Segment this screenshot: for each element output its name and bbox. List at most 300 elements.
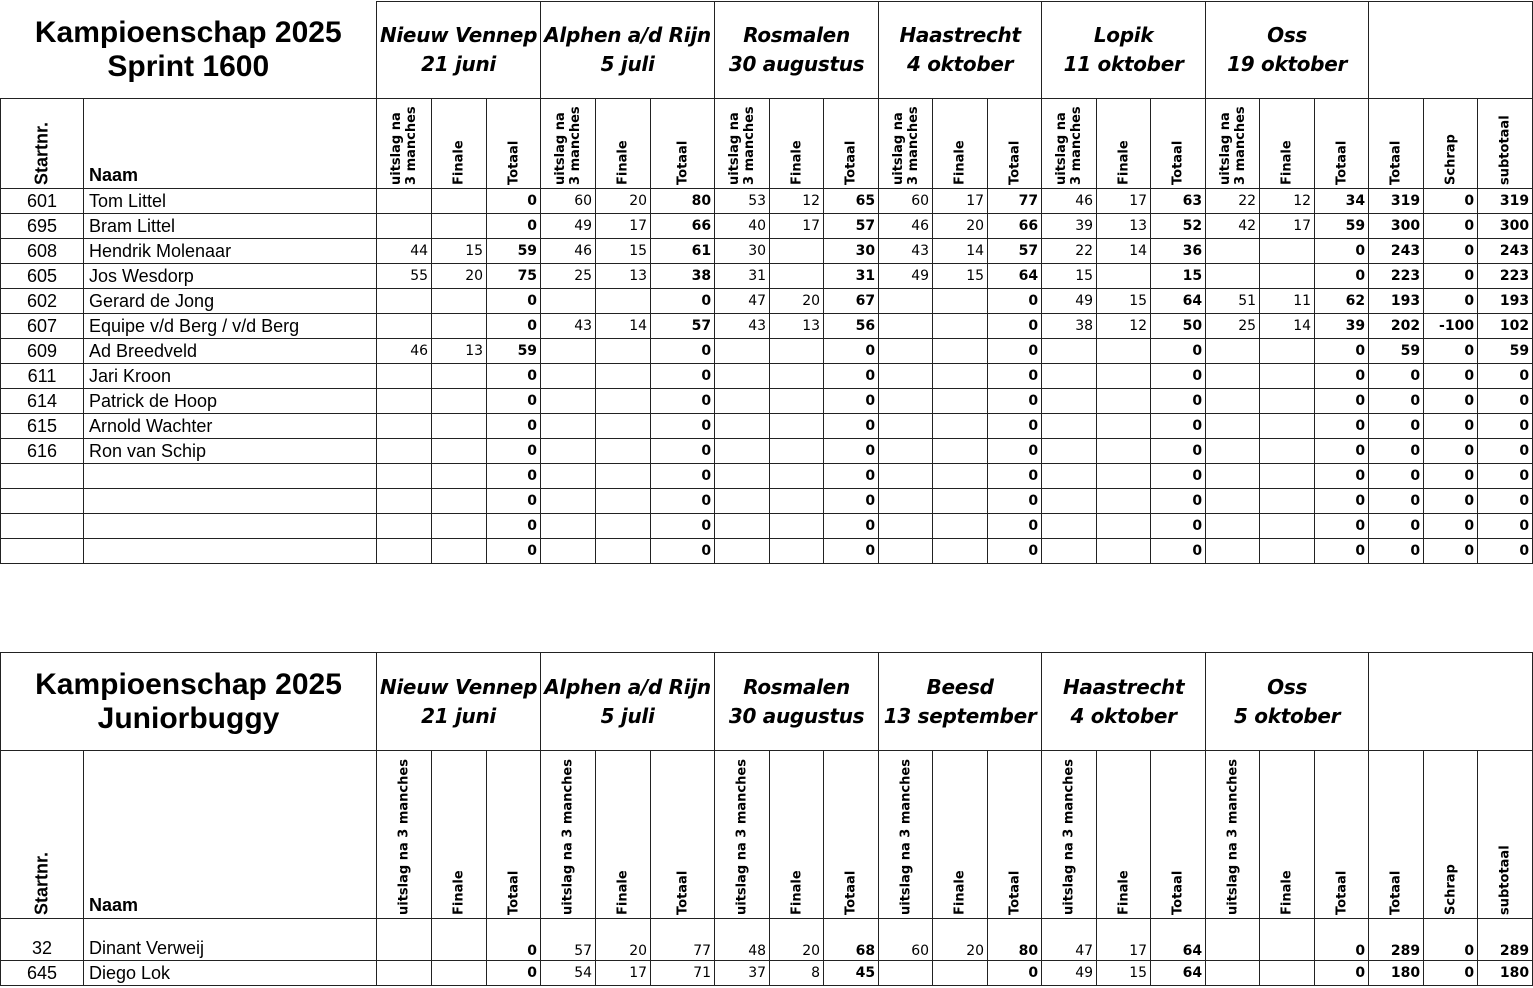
totaal-cell: 0 <box>487 414 541 439</box>
finale-cell: 11 <box>1260 289 1315 314</box>
finale-cell <box>933 539 988 564</box>
finale-cell: 20 <box>933 214 988 239</box>
totaal-cell: 0 <box>487 364 541 389</box>
table-row <box>1 414 1533 439</box>
venue-header-haastrecht: Haastrecht 4 oktober <box>1042 653 1206 751</box>
totaal-cell: 0 <box>651 339 715 364</box>
uitslag-header: uitslag na 3 manches <box>377 99 432 189</box>
uitslag-cell <box>879 439 933 464</box>
naam-cell: Dinant Verweij <box>84 919 377 961</box>
totaal-cell: 0 <box>988 364 1042 389</box>
subtotaal-cell: 300 <box>1478 214 1533 239</box>
uitslag-cell <box>715 414 770 439</box>
totaal-cell: 0 <box>1151 389 1206 414</box>
uitslag-cell: 57 <box>541 919 596 961</box>
table-row <box>1 264 1533 289</box>
schrap-cell: -100 <box>1424 314 1478 339</box>
subtotaal-cell: 0 <box>1478 389 1533 414</box>
startnr-cell <box>1 489 84 514</box>
finale-cell <box>933 414 988 439</box>
uitslag-cell <box>879 364 933 389</box>
uitslag-cell <box>1206 389 1260 414</box>
finale-cell <box>596 364 651 389</box>
totaal-cell: 0 <box>651 414 715 439</box>
uitslag-cell <box>377 289 432 314</box>
subtotaal-cell: 0 <box>1478 464 1533 489</box>
naam-header: Naam <box>84 751 377 919</box>
finale-cell <box>596 389 651 414</box>
totaal-cell: 0 <box>1315 239 1369 264</box>
subtotaal-cell: 223 <box>1478 264 1533 289</box>
totaal-cell: 0 <box>1315 489 1369 514</box>
finale-cell <box>596 439 651 464</box>
finale-cell <box>596 539 651 564</box>
naam-cell: Ron van Schip <box>84 439 377 464</box>
totaal-cell: 71 <box>651 961 715 986</box>
totaal-cell: 0 <box>487 439 541 464</box>
finale-cell <box>432 289 487 314</box>
finale-header: Finale <box>596 751 651 919</box>
finale-cell: 12 <box>1097 314 1151 339</box>
finale-cell: 17 <box>1097 919 1151 961</box>
uitslag-cell <box>377 314 432 339</box>
totaal-cell: 63 <box>1151 189 1206 214</box>
finale-cell <box>1260 389 1315 414</box>
uitslag-cell <box>541 539 596 564</box>
finale-cell <box>1260 364 1315 389</box>
totaal-cell: 0 <box>824 464 879 489</box>
totaal-cell: 0 <box>1315 464 1369 489</box>
uitslag-cell <box>1042 489 1097 514</box>
finale-cell <box>770 439 824 464</box>
schrap-cell: 0 <box>1424 264 1478 289</box>
uitslag-cell <box>541 339 596 364</box>
finale-cell: 20 <box>933 919 988 961</box>
table-row <box>1 339 1533 364</box>
startnr-cell: 607 <box>1 314 84 339</box>
finale-cell <box>933 489 988 514</box>
totaal-cell: 0 <box>651 489 715 514</box>
totaal-header: Totaal <box>1315 99 1369 189</box>
uitslag-cell <box>879 339 933 364</box>
finale-cell: 14 <box>596 314 651 339</box>
grand-totaal-cell: 180 <box>1369 961 1424 986</box>
grand-totaal-header: Totaal <box>1369 99 1424 189</box>
startnr-cell: 616 <box>1 439 84 464</box>
totaal-cell: 77 <box>651 919 715 961</box>
uitslag-cell <box>377 214 432 239</box>
finale-header: Finale <box>933 99 988 189</box>
uitslag-cell <box>1206 339 1260 364</box>
finale-cell <box>432 439 487 464</box>
finale-cell <box>432 314 487 339</box>
subtotaal-cell: 0 <box>1478 514 1533 539</box>
totaal-cell: 0 <box>824 414 879 439</box>
totaal-cell: 0 <box>1151 539 1206 564</box>
naam-cell: Diego Lok <box>84 961 377 986</box>
uitslag-cell: 49 <box>879 264 933 289</box>
totaal-cell: 64 <box>988 264 1042 289</box>
totaal-cell: 0 <box>1315 414 1369 439</box>
schrap-cell: 0 <box>1424 919 1478 961</box>
finale-cell <box>432 189 487 214</box>
totaal-cell: 0 <box>487 919 541 961</box>
finale-cell <box>933 339 988 364</box>
totaal-cell: 0 <box>487 961 541 986</box>
totaal-header: Totaal <box>487 751 541 919</box>
totaal-cell: 0 <box>1315 539 1369 564</box>
uitslag-cell: 37 <box>715 961 770 986</box>
grand-totaal-cell: 0 <box>1369 439 1424 464</box>
grand-totaal-cell: 319 <box>1369 189 1424 214</box>
uitslag-cell <box>541 464 596 489</box>
schrap-cell: 0 <box>1424 364 1478 389</box>
totaal-cell: 36 <box>1151 239 1206 264</box>
startnr-cell: 615 <box>1 414 84 439</box>
uitslag-cell <box>715 489 770 514</box>
grand-totaal-header: Totaal <box>1369 751 1424 919</box>
totaal-cell: 0 <box>824 439 879 464</box>
finale-cell <box>1097 439 1151 464</box>
finale-cell <box>596 339 651 364</box>
totaal-cell: 34 <box>1315 189 1369 214</box>
finale-cell: 17 <box>1097 189 1151 214</box>
totaal-cell: 0 <box>1315 364 1369 389</box>
finale-cell <box>933 961 988 986</box>
uitslag-header: uitslag na 3 manches <box>377 751 432 919</box>
uitslag-cell: 47 <box>1042 919 1097 961</box>
table-title <box>1 2 377 99</box>
grand-totaal-cell: 223 <box>1369 264 1424 289</box>
totaal-cell: 0 <box>487 389 541 414</box>
grand-totaal-cell: 0 <box>1369 389 1424 414</box>
startnr-cell: 611 <box>1 364 84 389</box>
uitslag-cell: 46 <box>879 214 933 239</box>
subtotaal-header: subtotaal <box>1478 99 1533 189</box>
totaal-cell: 0 <box>988 489 1042 514</box>
uitslag-header: uitslag na 3 manches <box>541 99 596 189</box>
uitslag-cell <box>879 514 933 539</box>
finale-cell <box>432 919 487 961</box>
finale-cell <box>1260 961 1315 986</box>
totaal-cell: 0 <box>1151 439 1206 464</box>
uitslag-cell <box>377 489 432 514</box>
totaal-cell: 0 <box>988 539 1042 564</box>
uitslag-cell <box>1206 364 1260 389</box>
subtotaal-cell: 193 <box>1478 289 1533 314</box>
finale-cell <box>1097 539 1151 564</box>
totaal-cell: 0 <box>988 414 1042 439</box>
table-body <box>1 189 1533 564</box>
table-row <box>1 189 1533 214</box>
totaal-cell: 0 <box>824 364 879 389</box>
totaal-cell: 64 <box>1151 289 1206 314</box>
totaal-cell: 59 <box>487 239 541 264</box>
totaal-cell: 64 <box>1151 919 1206 961</box>
finale-cell <box>933 314 988 339</box>
finale-cell <box>770 514 824 539</box>
naam-cell <box>84 464 377 489</box>
totaal-cell: 0 <box>824 514 879 539</box>
totaal-cell: 80 <box>651 189 715 214</box>
totaal-cell: 30 <box>824 239 879 264</box>
totaal-cell: 68 <box>824 919 879 961</box>
venue-header-nieuw-vennep: Nieuw Vennep 21 juni <box>377 2 541 99</box>
totaal-cell: 0 <box>1315 264 1369 289</box>
column-header-row <box>1 751 1533 919</box>
uitslag-cell <box>1206 439 1260 464</box>
finale-header: Finale <box>1260 751 1315 919</box>
finale-cell: 17 <box>596 214 651 239</box>
totaal-header: Totaal <box>1151 751 1206 919</box>
naam-cell: Ad Breedveld <box>84 339 377 364</box>
totaal-cell: 0 <box>487 464 541 489</box>
uitslag-cell <box>377 539 432 564</box>
uitslag-header: uitslag na 3 manches <box>715 751 770 919</box>
grand-totaal-cell: 193 <box>1369 289 1424 314</box>
finale-cell: 17 <box>933 189 988 214</box>
startnr-cell: 609 <box>1 339 84 364</box>
uitslag-cell <box>541 439 596 464</box>
startnr-cell: 605 <box>1 264 84 289</box>
uitslag-cell <box>377 414 432 439</box>
startnr-cell: 695 <box>1 214 84 239</box>
finale-cell: 15 <box>432 239 487 264</box>
uitslag-header: uitslag na 3 manches <box>1206 99 1260 189</box>
uitslag-cell: 43 <box>879 239 933 264</box>
finale-cell <box>770 489 824 514</box>
table-row <box>1 961 1533 986</box>
subtotaal-cell: 243 <box>1478 239 1533 264</box>
uitslag-cell: 47 <box>715 289 770 314</box>
totaal-header: Totaal <box>651 751 715 919</box>
finale-cell: 15 <box>933 264 988 289</box>
finale-cell <box>1260 514 1315 539</box>
finale-cell: 20 <box>770 919 824 961</box>
uitslag-cell <box>1206 264 1260 289</box>
uitslag-cell <box>541 364 596 389</box>
finale-cell <box>770 539 824 564</box>
totaal-cell: 61 <box>651 239 715 264</box>
finale-cell <box>1260 489 1315 514</box>
column-header-row <box>1 99 1533 189</box>
venue-header-alphen: Alphen a/d Rijn 5 juli <box>541 653 715 751</box>
uitslag-cell <box>541 414 596 439</box>
uitslag-cell <box>879 389 933 414</box>
finale-cell: 15 <box>596 239 651 264</box>
totaal-cell: 75 <box>487 264 541 289</box>
totaal-cell: 57 <box>651 314 715 339</box>
totaal-cell: 0 <box>824 489 879 514</box>
finale-cell: 8 <box>770 961 824 986</box>
uitslag-cell: 49 <box>1042 289 1097 314</box>
uitslag-cell <box>879 539 933 564</box>
startnr-cell: 645 <box>1 961 84 986</box>
finale-cell: 12 <box>1260 189 1315 214</box>
finale-cell <box>432 464 487 489</box>
naam-cell <box>84 539 377 564</box>
subtotaal-cell: 0 <box>1478 539 1533 564</box>
uitslag-header: uitslag na 3 manches <box>1042 751 1097 919</box>
totaal-header: Totaal <box>651 99 715 189</box>
finale-header: Finale <box>933 751 988 919</box>
uitslag-header: uitslag na 3 manches <box>715 99 770 189</box>
uitslag-cell <box>1042 339 1097 364</box>
totaal-cell: 50 <box>1151 314 1206 339</box>
sprint-1600-standings-table <box>0 1 1533 564</box>
totaal-cell: 0 <box>1315 961 1369 986</box>
venue-header-nieuw-vennep: Nieuw Vennep 21 juni <box>377 653 541 751</box>
table-row <box>1 364 1533 389</box>
uitslag-cell <box>715 439 770 464</box>
finale-cell <box>1260 239 1315 264</box>
uitslag-cell: 25 <box>541 264 596 289</box>
uitslag-cell <box>715 464 770 489</box>
subtotaal-cell: 102 <box>1478 314 1533 339</box>
finale-cell: 13 <box>432 339 487 364</box>
totaal-cell: 0 <box>651 539 715 564</box>
totaal-cell: 0 <box>1315 439 1369 464</box>
uitslag-cell: 43 <box>541 314 596 339</box>
uitslag-cell <box>879 414 933 439</box>
uitslag-cell: 46 <box>541 239 596 264</box>
totaal-cell: 57 <box>988 239 1042 264</box>
totaal-cell: 0 <box>1315 339 1369 364</box>
finale-cell <box>1097 264 1151 289</box>
finale-cell: 20 <box>596 919 651 961</box>
finale-cell <box>432 489 487 514</box>
subtotaal-header: subtotaal <box>1478 751 1533 919</box>
uitslag-cell: 42 <box>1206 214 1260 239</box>
title-row <box>1 2 1533 99</box>
finale-header: Finale <box>1097 99 1151 189</box>
schrap-cell: 0 <box>1424 414 1478 439</box>
totaal-cell: 0 <box>487 214 541 239</box>
totaal-cell: 66 <box>988 214 1042 239</box>
totaal-cell: 0 <box>988 514 1042 539</box>
finale-header: Finale <box>770 99 824 189</box>
totaal-cell: 45 <box>824 961 879 986</box>
naam-cell: Arnold Wachter <box>84 414 377 439</box>
naam-cell: Tom Littel <box>84 189 377 214</box>
uitslag-cell <box>1042 464 1097 489</box>
uitslag-cell: 22 <box>1042 239 1097 264</box>
totaal-cell: 0 <box>824 339 879 364</box>
naam-header: Naam <box>84 99 377 189</box>
uitslag-cell: 15 <box>1042 264 1097 289</box>
uitslag-cell <box>879 464 933 489</box>
schrap-cell: 0 <box>1424 239 1478 264</box>
totaal-header: Totaal <box>1151 99 1206 189</box>
totaal-cell: 0 <box>988 464 1042 489</box>
uitslag-cell <box>1206 414 1260 439</box>
totaal-cell: 0 <box>988 289 1042 314</box>
title-line-1: Kampioenschap 2025 <box>34 15 342 49</box>
finale-cell <box>432 961 487 986</box>
finale-cell <box>432 539 487 564</box>
finale-cell <box>1097 364 1151 389</box>
uitslag-cell <box>1042 364 1097 389</box>
uitslag-cell <box>1206 489 1260 514</box>
startnr-cell: 608 <box>1 239 84 264</box>
uitslag-cell <box>715 514 770 539</box>
uitslag-cell <box>377 364 432 389</box>
finale-cell <box>770 414 824 439</box>
schrap-header: Schrap <box>1424 751 1478 919</box>
totaal-cell: 59 <box>487 339 541 364</box>
startnr-cell <box>1 464 84 489</box>
finale-header: Finale <box>1097 751 1151 919</box>
uitslag-cell <box>1206 239 1260 264</box>
naam-cell <box>84 489 377 514</box>
uitslag-cell: 22 <box>1206 189 1260 214</box>
uitslag-cell: 44 <box>377 239 432 264</box>
finale-cell: 13 <box>596 264 651 289</box>
totaal-cell: 0 <box>487 539 541 564</box>
finale-header: Finale <box>770 751 824 919</box>
finale-cell: 14 <box>1260 314 1315 339</box>
venue-header-alphen: Alphen a/d Rijn 5 juli <box>541 2 715 99</box>
startnr-cell: 602 <box>1 289 84 314</box>
schrap-cell: 0 <box>1424 189 1478 214</box>
totaal-header: Totaal <box>824 99 879 189</box>
naam-cell: Equipe v/d Berg / v/d Berg <box>84 314 377 339</box>
startnr-header: Startnr. <box>1 99 84 189</box>
finale-cell <box>933 364 988 389</box>
finale-cell <box>596 464 651 489</box>
subtotaal-cell: 289 <box>1478 919 1533 961</box>
uitslag-header: uitslag na 3 manches <box>1206 751 1260 919</box>
uitslag-cell: 60 <box>879 919 933 961</box>
finale-cell: 17 <box>770 214 824 239</box>
finale-header: Finale <box>1260 99 1315 189</box>
startnr-header: Startnr. <box>1 751 84 919</box>
uitslag-cell <box>1042 414 1097 439</box>
finale-cell: 17 <box>1260 214 1315 239</box>
finale-cell <box>432 514 487 539</box>
grand-totaal-cell: 243 <box>1369 239 1424 264</box>
totaal-cell: 38 <box>651 264 715 289</box>
totaal-cell: 0 <box>988 961 1042 986</box>
totaal-cell: 0 <box>988 439 1042 464</box>
finale-cell <box>933 514 988 539</box>
uitslag-cell: 25 <box>1206 314 1260 339</box>
totaal-cell: 0 <box>651 364 715 389</box>
uitslag-cell: 55 <box>377 264 432 289</box>
table-body <box>1 919 1533 986</box>
uitslag-cell <box>715 364 770 389</box>
schrap-cell: 0 <box>1424 539 1478 564</box>
totaal-cell: 15 <box>1151 264 1206 289</box>
juniorbuggy-standings-table <box>0 652 1533 986</box>
table-row <box>1 439 1533 464</box>
finale-cell: 17 <box>596 961 651 986</box>
schrap-cell: 0 <box>1424 961 1478 986</box>
finale-cell <box>770 389 824 414</box>
schrap-cell: 0 <box>1424 439 1478 464</box>
totaal-cell: 56 <box>824 314 879 339</box>
uitslag-cell: 48 <box>715 919 770 961</box>
table-row <box>1 239 1533 264</box>
schrap-cell: 0 <box>1424 489 1478 514</box>
title-line-1: Kampioenschap 2025 <box>35 667 342 701</box>
table-row <box>1 289 1533 314</box>
uitslag-cell <box>1206 919 1260 961</box>
finale-cell <box>770 264 824 289</box>
grand-totaal-cell: 0 <box>1369 414 1424 439</box>
uitslag-cell: 46 <box>1042 189 1097 214</box>
finale-cell <box>1260 414 1315 439</box>
